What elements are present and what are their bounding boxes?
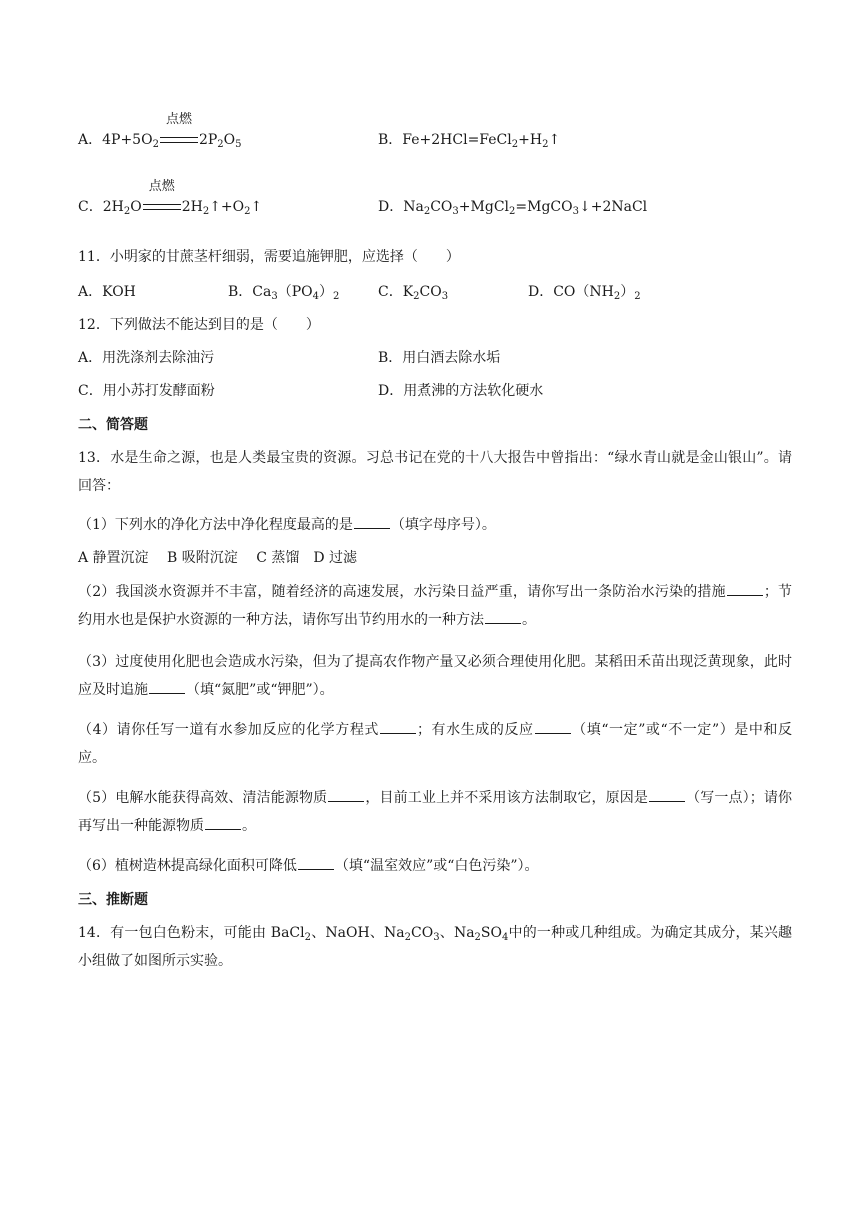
answer-blank[interactable] xyxy=(649,789,685,802)
q10-option-d: D．$Na_2CO_3+MgCl_2=MgCO_3↓+2NaCl$ xyxy=(378,199,648,217)
section-heading-inference: 三、推断题 xyxy=(78,892,148,908)
answer-blank[interactable] xyxy=(205,817,241,830)
q10-option-c: C．$2H_2O$ 点燃 $2H_2↑+O_2↑$ xyxy=(78,179,263,217)
reaction-condition: 点燃 xyxy=(159,130,199,150)
answer-blank[interactable] xyxy=(354,516,390,529)
q11-option-a: A．KOH xyxy=(78,284,136,300)
q13-part1-options: A 静置沉淀 B 吸附沉淀 C 蒸馏 D 过滤 xyxy=(78,550,358,566)
q13-part2: （2）我国淡水资源并不丰富，随着经济的高速发展，水污染日益严重，请你写出一条防治水污染的措施 ；节约用水也是保护水资源的一种方法，请你写出节约用水的一种方法 。 xyxy=(78,584,793,628)
q11-option-b: B．$Ca_3(PO_4)_2$ xyxy=(228,284,340,302)
answer-blank[interactable] xyxy=(328,789,364,802)
q13-part3: （3）过度使用化肥也会造成水污染，但为了提高农作物产量又必须合理使用化肥。某稻田禾苗出现泛黄现象，此时应及时追施 （填“氮肥”或“钾肥”）。 xyxy=(78,654,792,698)
reaction-condition: 点燃 xyxy=(142,197,182,217)
q13-stem: 13．水是生命之源，也是人类最宝贵的资源。习总书记在党的十八大报告中曾指出：“绿水青山就是金山银山”。请回答： xyxy=(78,450,792,494)
q12-option-b: B．用白酒去除水垢 xyxy=(378,350,501,366)
answer-blank[interactable] xyxy=(727,583,763,596)
answer-blank[interactable] xyxy=(380,721,416,734)
answer-blank[interactable] xyxy=(485,611,521,624)
section-heading-short-answer: 二、简答题 xyxy=(78,417,148,433)
q12-stem: 12．下列做法不能达到目的是（ ） xyxy=(78,317,320,333)
q11-stem: 11．小明家的甘蔗茎杆细弱，需要追施钾肥，应选择（ ） xyxy=(78,249,460,265)
q14-stem: 14．有一包白色粉末，可能由 BaCl$_2$、NaOH、$Na_2CO_3$、$Na_2SO_4$中的一种或几种组成。为确定其成分，某兴趣小组做了如图所示实验。 xyxy=(78,925,792,969)
q10-option-a: A．$4P+5O_2$ 点燃 $2P_2O_5$ xyxy=(78,112,242,150)
q11-option-c: C．$K_2CO_3$ xyxy=(378,284,449,302)
answer-blank[interactable] xyxy=(535,721,571,734)
q12-option-c: C．用小苏打发酵面粉 xyxy=(78,383,215,399)
q13-part4: （4）请你任写一道有水参加反应的化学方程式 ；有水生成的反应 （填“一定”或“不一定”）是中和反应。 xyxy=(78,722,792,766)
q13-part5: （5）电解水能获得高效、清洁能源物质 ，目前工业上并不采用该方法制取它，原因是 （写一点）；请你再写出一种能源物质 。 xyxy=(78,790,793,834)
q11-option-d: D．$CO(NH_2)_2$ xyxy=(528,284,641,302)
answer-blank[interactable] xyxy=(298,857,334,870)
q13-part6: （6）植树造林提高绿化面积可降低 （填“温室效应”或“白色污染”）。 xyxy=(78,858,539,874)
q13-part1: （1）下列水的净化方法中净化程度最高的是 （填字母序号）。 xyxy=(78,517,496,533)
q12-option-d: D．用煮沸的方法软化硬水 xyxy=(378,383,544,399)
answer-blank[interactable] xyxy=(149,681,185,694)
q12-option-a: A．用洗涤剂去除油污 xyxy=(78,350,215,366)
q10-option-b: B．$Fe+2HCl=FeCl_2+H_2↑$ xyxy=(378,132,561,150)
